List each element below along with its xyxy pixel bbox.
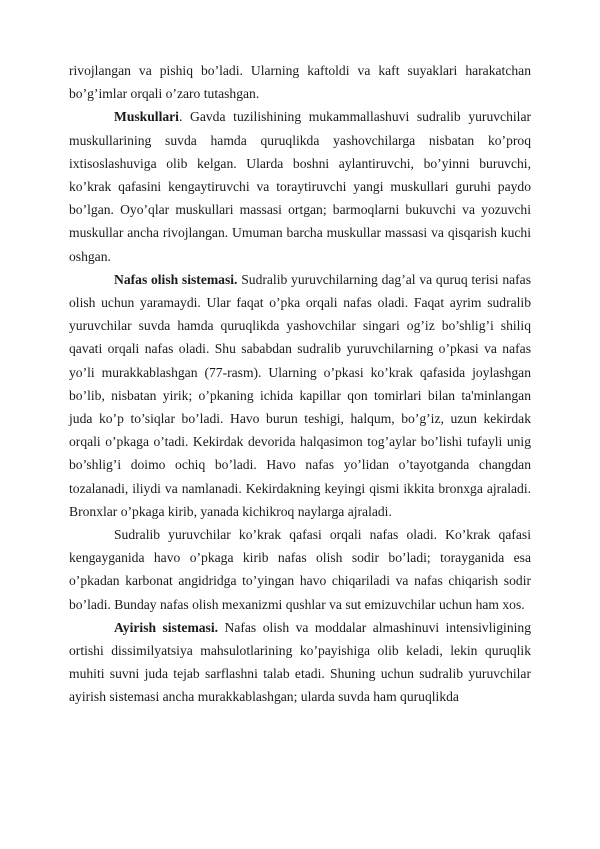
paragraph-respiratory-system [69,268,531,523]
paragraph-skeleton-continuation [69,59,531,105]
paragraph-text: Nafas olish va moddalar almashinuvi intensivligining ortishi dissimilyatsiya mahsulotlarining ko’payishiga olib keladi, lekin quruqlik muhiti suvni juda tejab sarflashni talab etadi. Shuning uchun sudralib yuruvchilar ayirish sistemasi ancha murakkablashgan; ularda suvda ham quruqlikda [69,619,531,705]
paragraph-text: . Gavda tuzilishining mukammallashuvi sudralib yuruvchilar muskullarining suvda hamda quruqlikda yashovchilarga nisbatan ko’proq ixtisoslashuviga olib kelgan. Ularda boshni aylantiruvchi, bo’yinni buruvchi, ko’krak qafasini kengaytiruvchi va toraytiruvchi yangi muskullari guruhi paydo bo’lgan. Oyo’qlar muskullari massasi ortgan; barmoqlarni bukuvchi va yozuvchi muskullar ancha rivojlangan. Umuman barcha muskullar massasi va qisqarish kuchi oshgan. [69,109,531,264]
paragraph-text: Sudralib yuruvchilar ko’krak qafasi orqali nafas oladi. Ko’krak qafasi kengayganida havo o’pkaga kirib nafas olish sodir bo’ladi; torayganida esa o’pkadan karbonat angidridga to’yingan havo chiqariladi va nafas chiqarish sodir bo’ladi. Bunday nafas olish mexanizmi qushlar va sut emizuvchilar uchun ham xos. [69,527,531,612]
paragraph-excretory-system [69,616,531,709]
paragraph-text: Sudralib yuruvchilarning dag’al va quruq terisi nafas olish uchun yaramaydi. Ular faqat o’pka orqali nafas oladi. Faqat ayrim sudralib yuruvchilar suvda hamda quruqlikda yashovchilar singari og’iz bo’shlig’i shiliq qavati orqali nafas oladi. Shu sababdan sudralib yuruvchilarning o’pkasi va nafas yo’li murakkablashgan (77-rasm). Ularning o’pkasi ko’krak qafasida joylashgan bo’lib, nisbatan yirik; o’pkaning ichida kapillar qon tomirlari bilan ta'minlangan juda ko’p to’siqlar bo’ladi. Havo burun teshigi, halqum, bo’g’iz, uzun kekirdak orqali o’pkaga o’tadi. Kekirdak devorida halqasimon tog’aylar bo’lishi tufayli unig bo’shlig’i doimo ochiq bo’ladi. Havo nafas yo’lidan o’tayotganda changdan tozalanadi, iliydi va namlanadi. Kekirdakning keyingi qismi ikkita bronxga ajraladi. Bronxlar o’pkaga kirib, yanada kichikroq naylarga ajraladi. [69,271,531,519]
paragraph-text: rivojlangan va pishiq bo’ladi. Ularning kaftoldi va kaft suyaklari harakatchan bo’g’imlar orqali o’zaro tutashgan. [69,63,531,102]
section-heading-muscles: Muskullari [114,109,179,125]
section-heading-respiratory: Nafas olish sistemasi. [114,271,238,287]
section-heading-excretory: Ayirish sistemasi. [114,619,219,635]
paragraph-breathing-mechanism [69,523,531,616]
paragraph-muscles [69,105,531,267]
